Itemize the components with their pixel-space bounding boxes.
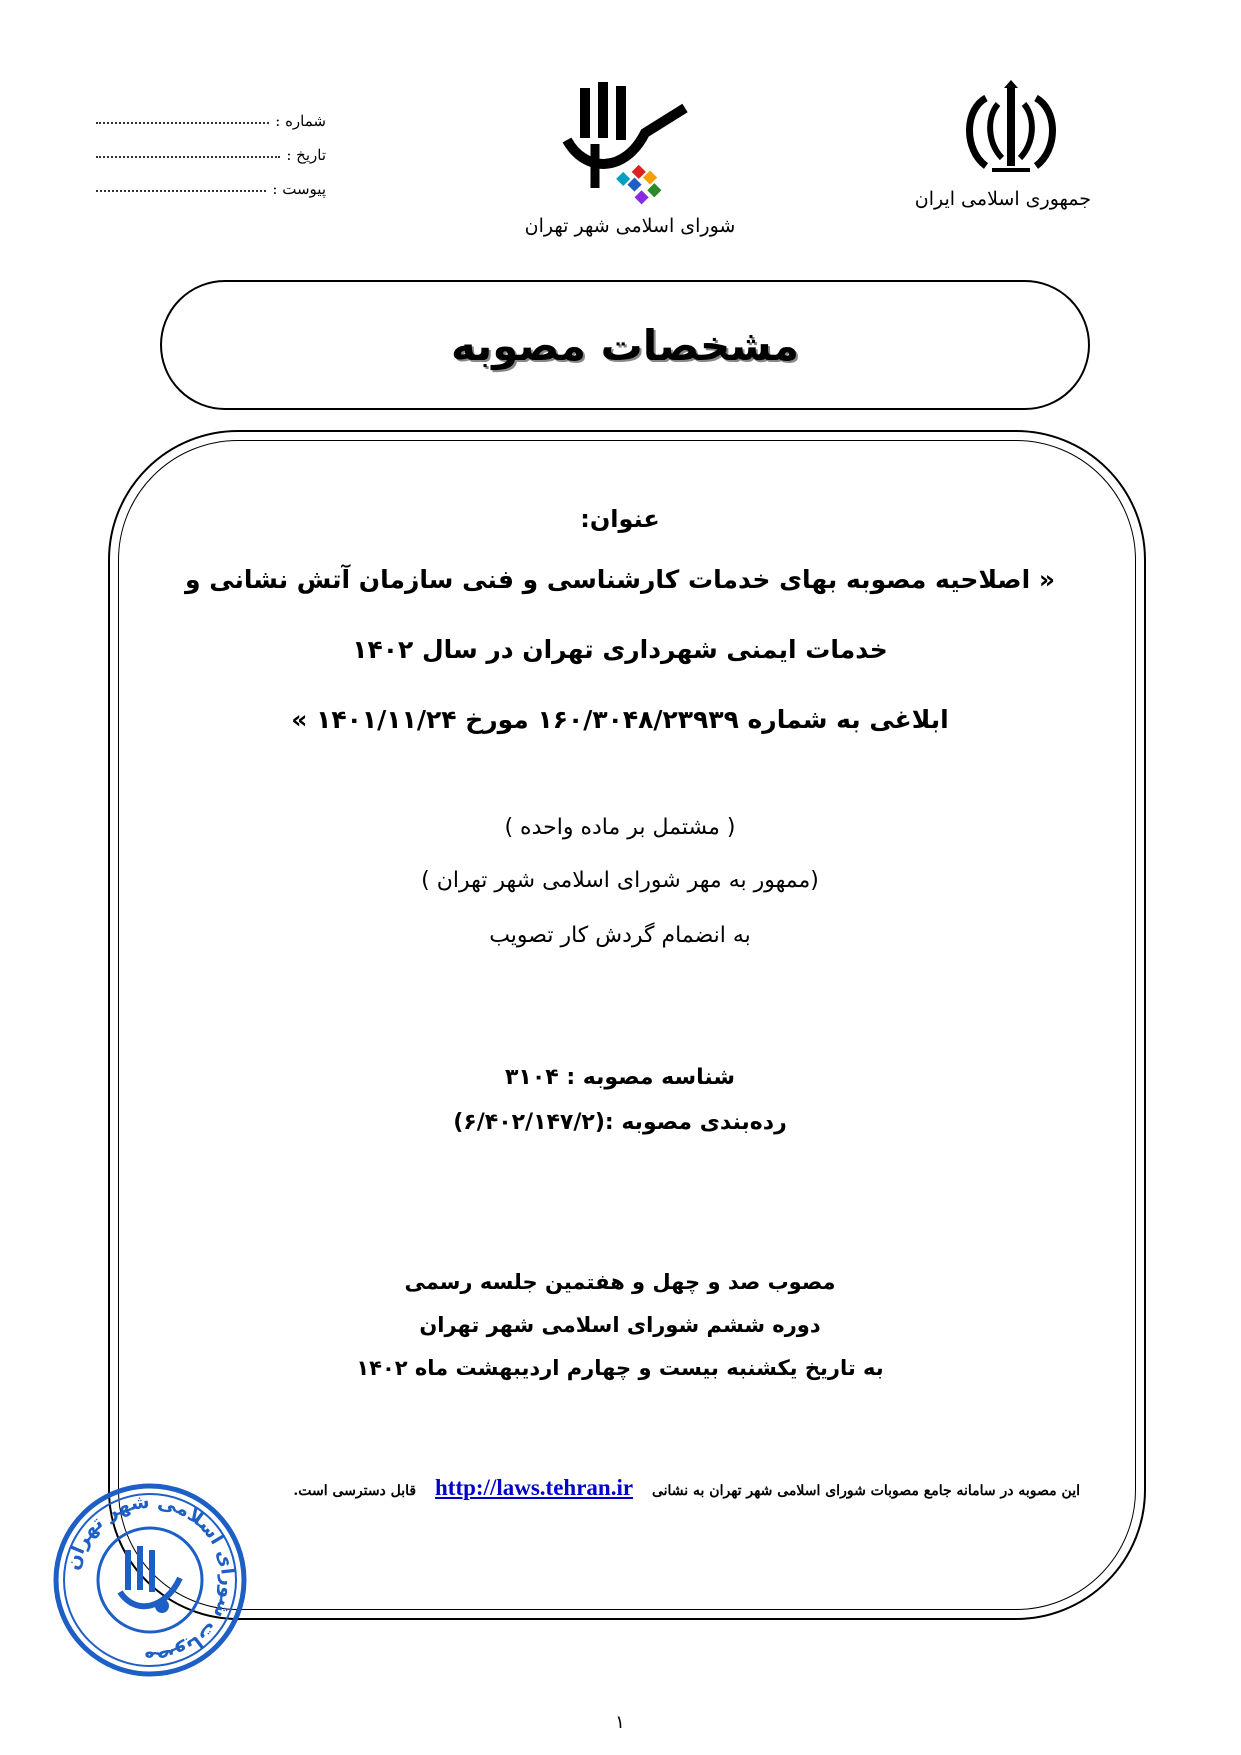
approval-line-1: مصوب صد و چهل و هفتمین جلسه رسمی [404,1270,836,1294]
number-field [96,96,326,130]
page-title: مشخصات مصوبه [451,320,799,370]
stamp-text-path: مصوبات شورای اسلامی شهر تهران [61,1490,240,1670]
emblem-caption: جمهوری اسلامی ایران [914,188,1091,210]
attachment-field [96,164,326,198]
laws-link[interactable]: http://laws.tehran.ir [435,1475,634,1500]
title-frame [160,280,1090,410]
number-label: شماره : [275,112,326,130]
footer-note [210,1475,1080,1501]
approval-line-2: دوره ششم شورای اسلامی شهر تهران [419,1313,821,1337]
subject-line-2: خدمات ایمنی شهرداری تهران در سال ۱۴۰۲ [352,635,888,664]
resolution-id: شناسه مصوبه : ۳۱۰۴ [504,1065,736,1090]
subject-label: عنوان: [580,505,660,533]
content-frame-inner [118,440,1136,1610]
letter-meta-fields [96,96,326,198]
info-line-1: ( مشتمل بر ماده واحده ) [504,815,736,840]
council-seal-stamp [50,1480,250,1680]
council-caption: شورای اسلامی شهر تهران [524,215,736,237]
council-logo-icon [555,78,705,213]
subject-line-1: « اصلاحیه مصوبه بهای خدمات کارشناسی و فنی سازمان آتش نشانی و [184,565,1056,594]
date-field [96,130,326,164]
iran-emblem-block [914,78,1091,210]
date-dots [96,155,280,158]
number-dots [96,121,269,124]
attachment-label: پیوست : [272,180,326,198]
footer-text-after: قابل دسترسی است. [293,1483,417,1499]
attachment-dots [96,189,266,192]
footer-text-before: این مصوبه در سامانه جامع مصوبات شورای اسلامی شهر تهران به نشانی [651,1483,1080,1499]
info-line-2: (ممهور به مهر شورای اسلامی شهر تهران ) [421,868,819,893]
page-number: ۱ [615,1712,625,1733]
iran-emblem-icon [956,78,1066,178]
date-label: تاریخ : [286,146,326,164]
info-line-3: به انضمام گردش کار تصویب [489,923,751,948]
approval-line-3: به تاریخ یکشنبه بیست و چهارم اردیبهشت ماه ۱۴۰۲ [356,1356,884,1380]
subject-line-3: ابلاغی به شماره ۱۶۰/۳۰۴۸/۲۳۹۳۹ مورخ ۱۴۰۱/۱۱/۲۴ » [291,705,949,734]
council-logo-block [520,78,740,237]
resolution-classification: رده‌بندی مصوبه :(۶/۴۰۲/۱۴۷/۲) [453,1110,787,1135]
